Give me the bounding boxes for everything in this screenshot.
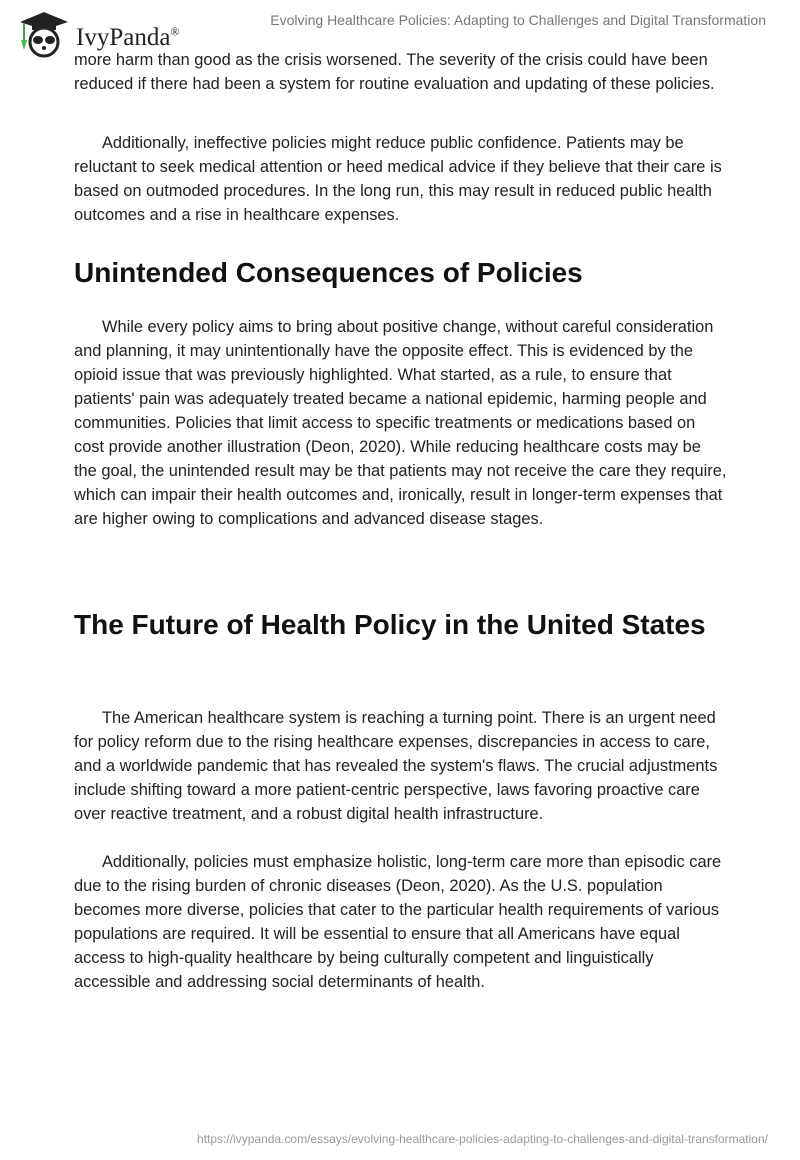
paragraph: While every policy aims to bring about positive change, without careful consideration and planning, it may unintentionally have the opposite effect. This is evidenced by the opioid issue that was previously highlighted. What started, as a rule, to ensure that patients' pain was adequately treated became a national epidemic, harming people and communities. Policies that limit access to specific treatments or medications based on cost provide another illustration (Deon, 2020). While reducing healthcare costs may be the goal, the unintended result may be that patients may not receive the care they require, which can impair their health outcomes and, ironically, result in longer-term expenses that are higher owing to complications and advanced disease stages. — [74, 318, 727, 528]
paragraph: Additionally, policies must emphasize holistic, long-term care more than episodic care due to the rising burden of chronic diseases (Deon, 2020). As the U.S. population becomes more diverse, policies that cater to the particular health requirements of various populations are required. It will be essential to ensure that all Americans have equal access to high-quality healthcare by being culturally competent and linguistically accessible and addressing social determinants of health. — [74, 853, 722, 991]
brand-text: IvyPanda — [76, 24, 171, 51]
paragraph: The American healthcare system is reaching a turning point. There is an urgent need for policy reform due to the rising healthcare expenses, discrepancies in access to care, and a worldwide pandemic that has revealed the system's flaws. The crucial adjustments include shifting toward a more patient-centric perspective, laws favoring proactive care over reactive treatment, and a robust digital health infrastructure. — [74, 709, 718, 823]
paragraph: Additionally, ineffective policies might reduce public confidence. Patients may be reluctant to seek medical attention or heed medical advice if they believe that their care is based on outmoded procedures. In the long run, this may result in reduced public health outcomes and a rise in healthcare expenses. — [74, 134, 722, 224]
section-heading: Unintended Consequences of Policies — [74, 257, 583, 288]
document-title: Evolving Healthcare Policies: Adapting to Challenges and Digital Transformation — [270, 12, 766, 28]
section-heading: The Future of Health Policy in the United States — [74, 609, 706, 640]
panda-graduate-icon — [18, 10, 70, 58]
registered-mark: ® — [170, 24, 180, 39]
paragraph: more harm than good as the crisis worsened. The severity of the crisis could have been reduced if there had been a system for routine evaluation and updating of these policies. — [74, 51, 715, 93]
source-url[interactable]: https://ivypanda.com/essays/evolving-healthcare-policies-adapting-to-challenges-and-digital-transformation/ — [197, 1132, 768, 1146]
